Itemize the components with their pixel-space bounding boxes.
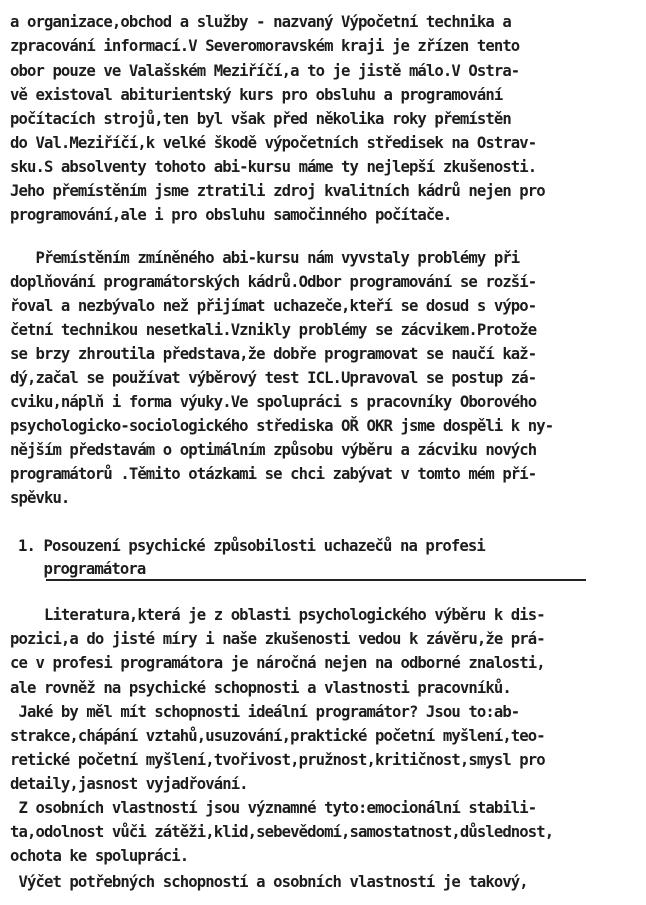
text-line: se brzy zhroutila představa,že dobře programovat se naučí kaž- <box>10 345 537 363</box>
text-line: obor pouze ve Valašském Meziříčí,a to je jistě málo.V Ostra- <box>10 62 520 80</box>
text-line: ale rovněž na psychické schopnosti a vlastnosti pracovníků. <box>10 679 511 697</box>
text-line: zpracování informací.V Severomoravském kraji je zřízen tento <box>10 37 520 55</box>
text-line: ce v profesi programátora je náročná nejen na odborné znalosti, <box>10 654 545 672</box>
text-line: strakce,chápání vztahů,usuzování,praktické početní myšlení,teo- <box>10 727 545 745</box>
text-line: Literatura,která je z oblasti psychologického výběru k dis- <box>10 606 545 624</box>
text-line: dý,začal se používat výběrový test ICL.Upravoval se postup zá- <box>10 369 537 387</box>
text-line: cviku,náplň i forma výuky.Ve spolupráci s pracovníky Oborového <box>10 393 537 411</box>
text-line: Výčet potřebných schopností a osobních vlastností je takový, <box>10 873 528 891</box>
text-line: Jaké by měl mít schopnosti ideální programátor? Jsou to:ab- <box>10 703 520 721</box>
text-line: ta,odolnost vůči zátěži,klid,sebevědomí,samostatnost,důslednost, <box>10 823 554 841</box>
text-line: vě existoval abiturientský kurs pro obsluhu a programování <box>10 86 503 104</box>
heading-underline <box>46 579 586 581</box>
text-line: Jeho přemístěním jsme ztratili zdroj kvalitních kádrů nejen pro <box>10 182 545 200</box>
heading-line: programátora <box>18 560 146 578</box>
text-line: a organizace,obchod a služby - nazvaný Výpočetní technika a <box>10 13 511 31</box>
text-line: detaily,jasnost vyjadřování. <box>10 775 248 793</box>
text-line: programátorů .Těmito otázkami se chci zabývat v tomto mém pří- <box>10 465 537 483</box>
text-line: sku.S absolventy tohoto abi-kursu máme ty nejlepší zkušenosti. <box>10 158 537 176</box>
text-line: Přemístěním zmíněného abi-kursu nám vyvstaly problémy při <box>10 249 520 267</box>
text-line: programování,ale i pro obsluhu samočinného počítače. <box>10 206 452 224</box>
text-line: pozici,a do jisté míry i naše zkušenosti vedou k závěru,že prá- <box>10 630 545 648</box>
text-line: četní technikou nesetkali.Vznikly problémy se zácvikem.Protože <box>10 321 537 339</box>
text-line: počítacích strojů,ten byl však před několika roky přemístěn <box>10 110 511 128</box>
text-line: řoval a nezbývalo než přijímat uchazeče,kteří se dosud s výpo- <box>10 297 537 315</box>
heading-line: 1. Posouzení psychické způsobilosti uchazečů na profesi <box>18 537 485 555</box>
text-line: nějším představám o optimálním způsobu výběru a zácviku nových <box>10 441 537 459</box>
text-line: doplňování programátorských kádrů.Odbor programování se rozší- <box>10 273 537 291</box>
text-line: retické početní myšlení,tvořivost,pružnost,kritičnost,smysl pro <box>10 751 545 769</box>
text-line: spěvku. <box>10 489 70 507</box>
text-line: do Val.Meziříčí,k velké škodě výpočetních středisek na Ostrav- <box>10 134 537 152</box>
text-line: Z osobních vlastností jsou významné tyto:emocionální stabili- <box>10 799 537 817</box>
text-line: ochota ke spolupráci. <box>10 847 189 865</box>
text-line: psychologicko-sociologického střediska OŘ OKR jsme dospěli k ny- <box>10 417 554 435</box>
